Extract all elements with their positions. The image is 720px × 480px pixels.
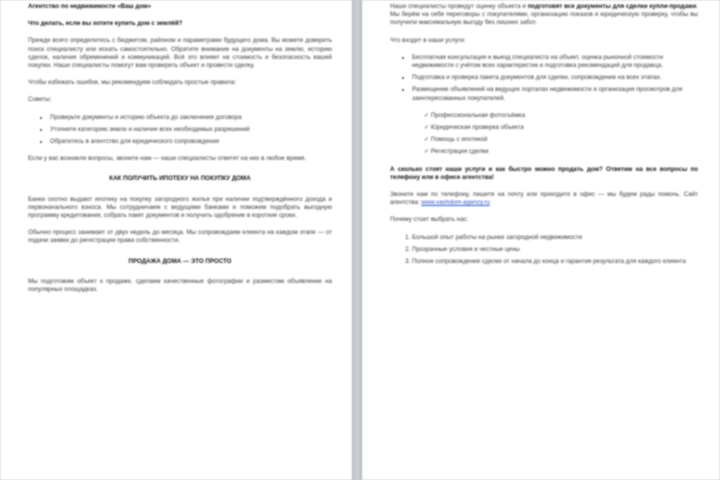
question-heading: Что делать, если вы хотите купить дом с землёй? (28, 20, 183, 28)
list-item: • Подготовка и проверка пакета документов для сделки, сопровождение на всех этапах. (412, 74, 698, 82)
question-heading: А сколько стоят наши услуги и как быстро можно продать дом? Ответим на все вопросы по телефону или в офисе агентства! (390, 165, 698, 181)
paragraph: Мы подготовим объект к продаже, сделаем качественные фотографии и разместим объявление на популярных площадках. (28, 277, 332, 294)
list-item: • Проверьте документы и историю объекта до заключения договора (50, 114, 332, 122)
section-heading: КАК ПОЛУЧИТЬ ИПОТЕКУ НА ПОКУПКУ ДОМА (109, 175, 251, 183)
list-item: 2. Прозрачные условия и честные цены (412, 246, 698, 254)
document-title: Агентство по недвижимости «Ваш дом» (28, 3, 152, 10)
paragraph (390, 191, 698, 207)
bold-text: подготовят все документы для сделки купли-продажи (527, 3, 697, 10)
paragraph: Банки охотно выдают ипотеку на покупку загородного жилья при наличии подтверждённого дохода и первоначального взноса. Мы сотрудничаем с ведущими банками и поможем подобрать выгодную программу кредитования, собрать пакет документов и получить одобрение в короткие сроки. (28, 195, 332, 220)
checkmark-list (390, 112, 698, 157)
paragraph: Если у вас возникли вопросы, звоните нам — наши специалисты ответят на них в любое время. (28, 155, 306, 163)
text-span: . Мы берём на себя переговоры с покупателями, организацию показов и юридическую проверку, чтобы вы получили максимальную выгоду без лишних забот. (390, 3, 698, 27)
list-item: 3. Полное сопровождение сделки от начала до конца и гарантия результата для каждого клиента (412, 258, 698, 266)
paragraph (390, 3, 698, 28)
numbered-list (390, 234, 698, 267)
website-link[interactable]: www.vashdom-agency.ru (421, 199, 490, 207)
document-page-right (362, 0, 720, 480)
paragraph: Почему стоит выбрать нас: (390, 216, 469, 224)
check-item: ✓ Юридическая проверка объекта (424, 124, 698, 132)
paragraph: Обычно процесс занимает от двух недель до месяца. Мы сопровождаем клиента на каждом этапе — от подачи заявки до регистрации права собственности. (28, 229, 332, 245)
list-title: Что входит в наши услуги: (390, 36, 466, 44)
check-item: ✓ Профессиональная фотосъёмка (424, 112, 698, 120)
section-heading: ПРОДАЖА ДОМА — ЭТО ПРОСТО (128, 257, 232, 265)
paragraph: Чтобы избежать ошибок, мы рекомендуем соблюдать простые правила: (28, 79, 237, 87)
bullet-list (390, 54, 698, 103)
list-item: • Обратитесь в агентство для юридического сопровождения (50, 138, 332, 146)
check-item: ✓ Регистрация сделки (424, 148, 698, 156)
list-item: • Размещение объявлений на ведущих порталах недвижимости и организация просмотров для заинтересованных покупателей. (412, 86, 698, 102)
list-item: • Бесплатная консультация и выезд специалиста на объект, оценка рыночной стоимости недвижимости с учётом всех характеристик и подготовка рекомендаций для продавца. (412, 54, 698, 70)
bullet-list (28, 114, 332, 147)
list-item: 1. Большой опыт работы на рынке загородной недвижимости (412, 234, 698, 242)
text-span: Наши специалисты проведут оценку объекта и (390, 3, 526, 10)
list-item: • Уточните категорию земли и наличие всех необходимых разрешений (50, 126, 332, 134)
check-item: ✓ Помощь с ипотекой (424, 136, 698, 144)
document-page-left (0, 0, 352, 480)
paragraph: Прежде всего определитесь с бюджетом, районом и параметрами будущего дома. Вы можете доверить поиск специалисту или искать самостоятельно. Обратите внимание на документы на землю, историю сделок, наличие обременений и коммуникаций. Всё это влияет на стоимость и безопасность вашей покупки. Наши специалисты помогут вам проверить объект и провести сделку. (28, 37, 332, 70)
list-title: Советы: (28, 96, 52, 104)
contacts-text: Звоните нам по телефону, пишите на почту или приходите в офис — мы будем рады помочь. Сайт агентства: (390, 191, 698, 207)
